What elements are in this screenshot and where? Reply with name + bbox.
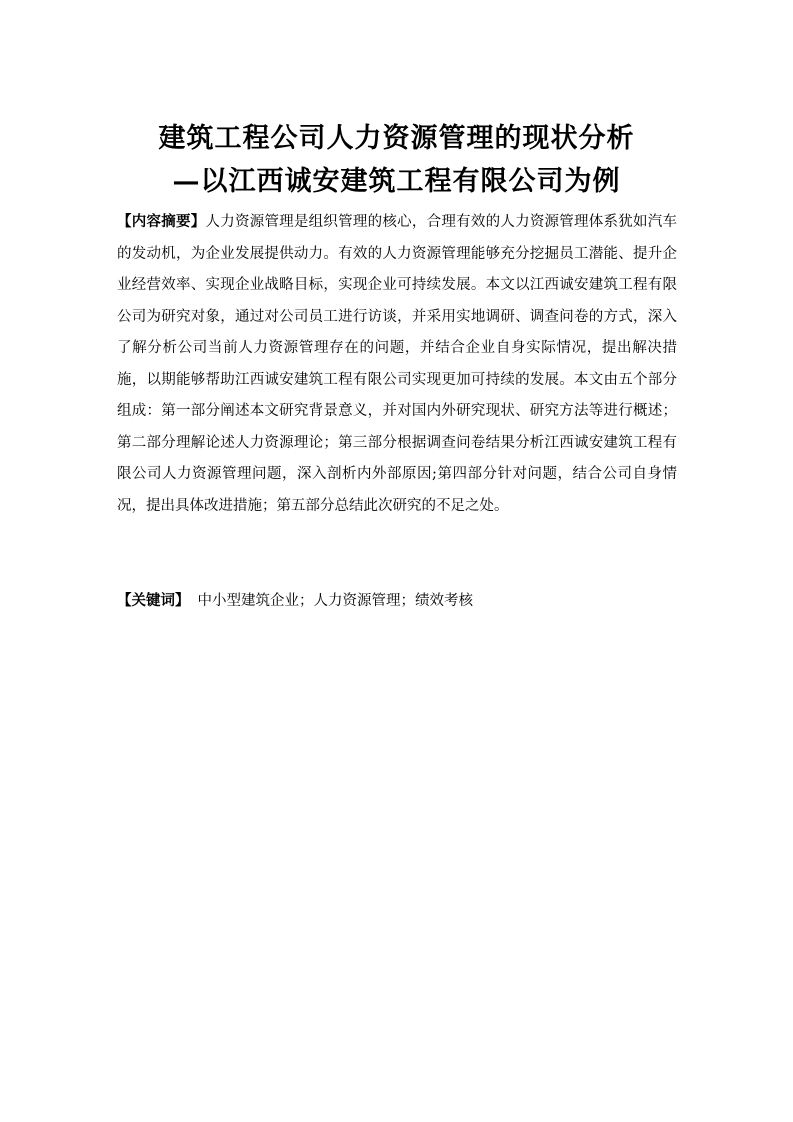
keywords-line xyxy=(117,586,677,618)
abstract-label: 【内容摘要】 xyxy=(117,214,206,230)
keywords-label: 【关键词】 xyxy=(117,593,190,609)
abstract-text: 人力资源管理是组织管理的核心，合理有效的人力资源管理体系犹如汽车的发动机，为企业发展提供动力。有效的人力资源管理能够充分挖掘员工潜能、提升企业经营效率、实现企业战略目标，实现企业可持续发展。本文以江西诚安建筑工程有限公司为研究对象，通过对公司员工进行访谈，并采用实地调研、调查问卷的方式，深入了解分析公司当前人力资源管理存在的问题，并结合企业自身实际情况，提出解决措施，以期能够帮助江西诚安建筑工程有限公司实现更加可持续的发展。本文由五个部分组成：第一部分阐述本文研究背景意义，并对国内外研究现状、研究方法等进行概述；第二部分理解论述人力资源理论；第三部分根据调查问卷结果分析江西诚安建筑工程有限公司人力资源管理问题，深入剖析内外部原因;第四部分针对问题，结合公司自身情况，提出具体改进措施；第五部分总结此次研究的不足之处。 xyxy=(117,214,678,514)
title-line-1: 建筑工程公司人力资源管理的现状分析 xyxy=(158,123,635,154)
abstract-paragraph xyxy=(117,207,677,522)
title-line-2: —以江西诚安建筑工程有限公司为例 xyxy=(172,166,621,197)
keywords-text: 中小型建筑企业；人力资源管理；绩效考核 xyxy=(197,593,473,609)
